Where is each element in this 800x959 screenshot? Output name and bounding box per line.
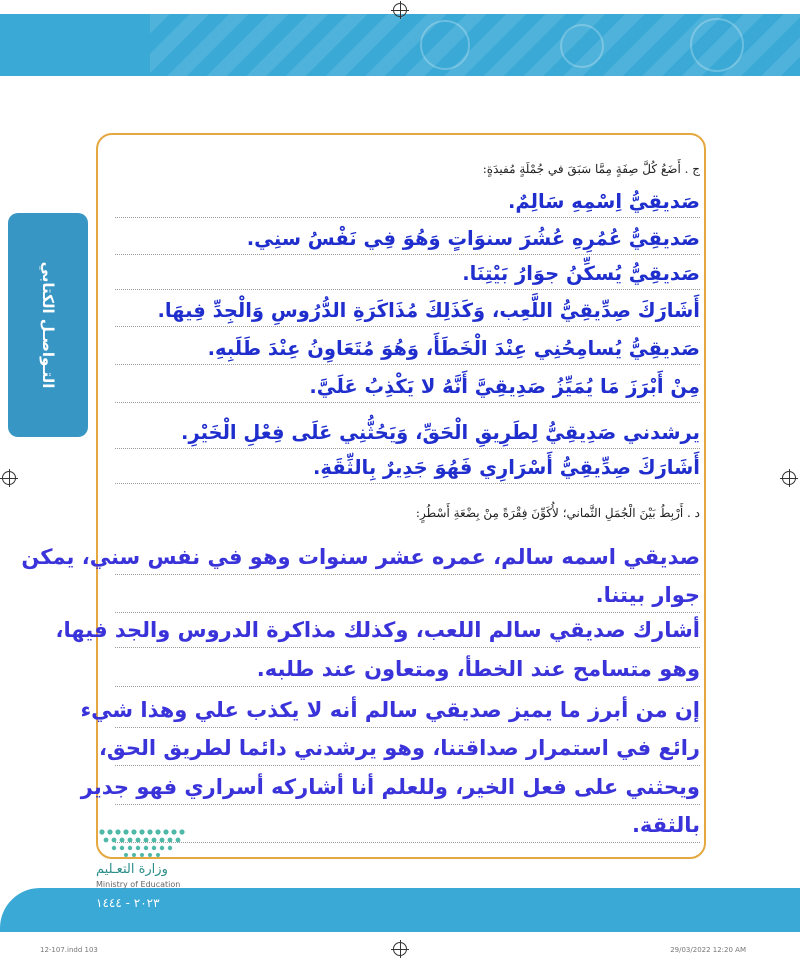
header-ornament bbox=[420, 20, 470, 70]
registration-mark-icon bbox=[782, 471, 796, 485]
answer-line: صَديقِيُّ عُمُرِهِ عُشُرَ سنوَاتٍ وَهُوَ فِي نَفْسُ سنِي. bbox=[115, 224, 700, 255]
section-d-instruction: د . أَرْبِطُ بَيْنَ الْجُمَلِ الثَّماني؛ لأُكَوِّنَ فِقْرَةً مِنْ بِضْعَةِ أَسْطُرٍ: bbox=[415, 506, 700, 520]
section-c-instruction: ج . أَضَعُ كُلَّ صِفَةٍ مِمَّا سَبَقَ في جُمْلَةٍ مُفيدَةٍ: bbox=[482, 162, 700, 176]
file-meta: 12-107.indd 103 bbox=[40, 946, 98, 954]
paragraph-line: أشارك صديقي سالم اللعب، وكذلك مذاكرة الدروس والجد فيها، bbox=[115, 613, 700, 648]
answer-line: صَديقِيُّ اِسْمِهِ سَالِمٌ. bbox=[115, 187, 700, 218]
registration-mark-icon bbox=[393, 3, 407, 17]
registration-mark-icon bbox=[393, 942, 407, 956]
ministry-name-en: Ministry of Education bbox=[96, 880, 181, 889]
paragraph-line: جوار بيتنا. bbox=[115, 578, 700, 613]
edition-year: ٢٠٢٣ - ١٤٤٤ bbox=[96, 896, 160, 910]
paragraph-line: بالثقة. bbox=[115, 808, 700, 843]
paragraph-line: رائع في استمرار صداقتنا، وهو يرشدني دائما لطريق الحق، bbox=[115, 731, 700, 766]
ministry-name: وزارة التعـليم bbox=[96, 862, 168, 877]
ministry-logo-icon bbox=[96, 826, 186, 860]
header-ornament bbox=[690, 18, 744, 72]
answer-line: أَشَارَكَ صِدِّيقِيُّ أَسْرَارِي فَهُوَ جَدِيرٌ بِالثِّقَةِ. bbox=[115, 453, 700, 484]
paragraph-line: صديقي اسمه سالم، عمره عشر سنوات وهو في نفس سني، يمكن bbox=[115, 540, 700, 575]
answer-line: صَديقِيُّ يُسكِّنُ جوَارُ بَيْتِنَا. bbox=[115, 259, 700, 290]
footer-band bbox=[0, 888, 800, 932]
answer-line: أَشَارَكَ صِدِّيقِيُّ اللَّعِب، وَكَذَلِكَ مُذَاكَرَةِ الدُّرُوسِ وَالْجِدِّ فِيهَا. bbox=[115, 296, 700, 327]
answer-line: صَديقِيُّ يُسامِحُنِي عِنْدَ الْخَطَأَ، وَهُوَ مُتَعَاوِنُ عِنْدَ طَلَبِهِ. bbox=[115, 334, 700, 365]
paragraph-line: وهو متسامح عند الخطأ، ومتعاون عند طلبه. bbox=[115, 652, 700, 687]
answer-line: يرشدني صَدِيقِيُّ لِطَرِيقِ الْحَقِّ، وَيَحُثُّنِي عَلَى فِعْلِ الْخَيْرِ. bbox=[115, 418, 700, 449]
header-ornament bbox=[560, 24, 604, 68]
paragraph-line: ويحثني على فعل الخير، وللعلم أنا أشاركه أسراري فهو جدير bbox=[115, 770, 700, 805]
answer-line: مِنْ أَبْرَزَ مَا يُمَيِّزُ صَدِيقِيَّ أَنَّهُ لا يَكْذِبُ عَلَيَّ. bbox=[115, 372, 700, 403]
registration-mark-icon bbox=[2, 471, 16, 485]
side-tab-label: التـواصـل الكتابي bbox=[39, 261, 57, 389]
paragraph-line: إن من أبرز ما يميز صديقي سالم أنه لا يكذب علي وهذا شيء bbox=[115, 693, 700, 728]
date-meta: 29/03/2022 12:20 AM bbox=[670, 946, 746, 954]
